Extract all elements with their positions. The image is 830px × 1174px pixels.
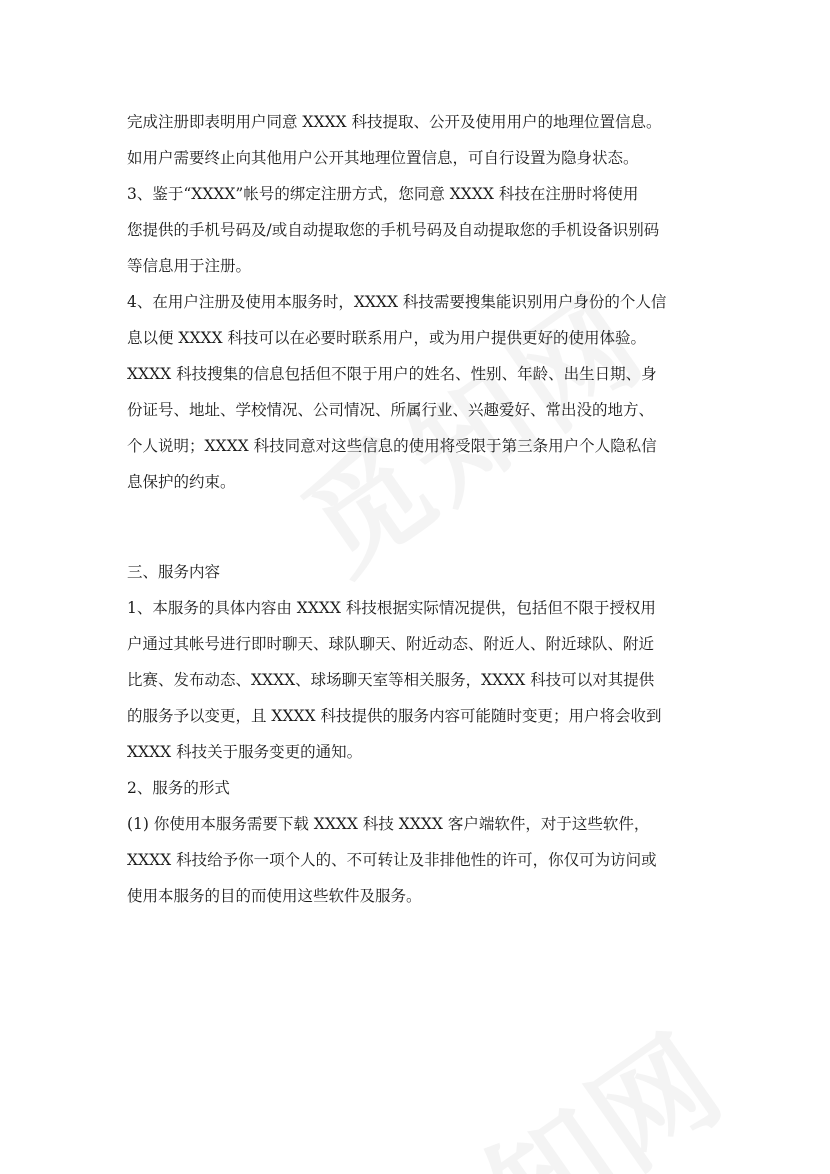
text-line: 息保护的约束。 [127, 473, 236, 491]
text-line: 比赛、发布动态、XXXX、球场聊天室等相关服务，XXXX 科技可以对其提供 [127, 671, 655, 689]
section-gap [127, 500, 717, 554]
watermark [345, 987, 753, 1174]
text-line: 完成注册即表明用户同意 XXXX 科技提取、公开及使用用户的地理位置信息。 [127, 113, 662, 131]
text-line: 份证号、地址、学校情况、公司情况、所属行业、兴趣爱好、常出没的地方、 [127, 401, 655, 419]
text-line: 个人说明；XXXX 科技同意对这些信息的使用将受限于第三条用户个人隐私信 [127, 437, 657, 455]
text-line: 户通过其帐号进行即时聊天、球队聊天、附近动态、附近人、附近球队、附近 [127, 635, 655, 653]
text-line: XXXX 科技关于服务变更的通知。 [127, 743, 363, 761]
text-line: 您提供的手机号码及/或自动提取您的手机号码及自动提取您的手机设备识别码 [127, 221, 660, 239]
subsection-heading: 2、服务的形式 [127, 779, 230, 797]
text-line: 的服务予以变更，且 XXXX 科技提供的服务内容可能随时变更；用户将会收到 [127, 707, 662, 725]
text-line: XXXX 科技给予你一项个人的、不可转让及非排他性的许可，你仅可为访问或 [127, 851, 657, 869]
document-body [127, 104, 717, 914]
text-line: 4、在用户注册及使用本服务时，XXXX 科技需要搜集能识别用户身份的个人信 [127, 293, 667, 311]
text-line: 如用户需要终止向其他用户公开其地理位置信息，可自行设置为隐身状态。 [127, 149, 639, 167]
text-line: XXXX 科技搜集的信息包括但不限于用户的姓名、性别、年龄、出生日期、身 [127, 365, 657, 383]
section-heading: 三、服务内容 [127, 563, 221, 581]
text-line: 等信息用于注册。 [127, 257, 252, 275]
text-line: 使用本服务的目的而使用这些软件及服务。 [127, 887, 422, 905]
text-line: 息以便 XXXX 科技可以在必要时联系用户，或为用户提供更好的使用体验。 [127, 329, 646, 347]
text-line: (1) 你使用本服务需要下载 XXXX 科技 XXXX 客户端软件，对于这些软件， [127, 815, 650, 833]
text-line: 3、鉴于“XXXX”帐号的绑定注册方式，您同意 XXXX 科技在注册时将使用 [127, 185, 639, 203]
text-line: 1、本服务的具体内容由 XXXX 科技根据实际情况提供，包括但不限于授权用 [127, 599, 656, 617]
